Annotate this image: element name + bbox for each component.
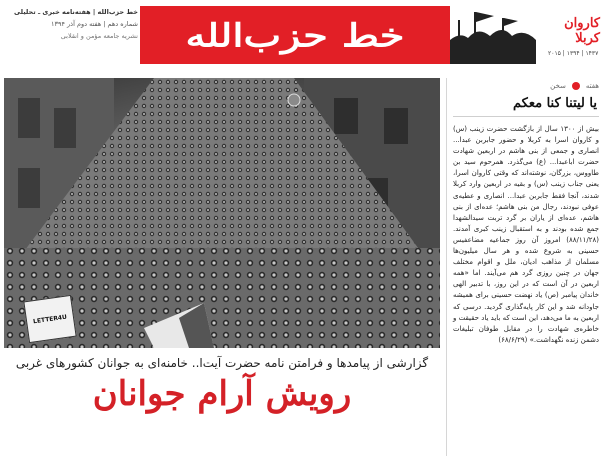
column-body bbox=[453, 124, 599, 346]
column-title: یا لیتنا کنا معکم bbox=[513, 96, 597, 111]
column-divider bbox=[453, 116, 599, 117]
tagline-line-2: شماره دهم | هفته دوم آذر ۱۳۹۴ bbox=[51, 20, 138, 28]
tagline-line-3: نشریه جامعه مؤمن و انقلابی bbox=[60, 32, 138, 40]
main-headline: رویش آرام جوانان bbox=[92, 374, 352, 414]
kicker-left: سخن bbox=[550, 82, 566, 90]
masthead-karbala-art bbox=[450, 6, 600, 64]
badge-text: LETTER4U bbox=[32, 313, 68, 325]
karbala-title: کاروان کربلا bbox=[564, 16, 600, 46]
photo-caption bbox=[4, 352, 440, 414]
letter4u-badge bbox=[23, 295, 76, 343]
masthead-date: ۲۰۱۵ | ۱۳۹۴ | ۱۴۳۷ bbox=[548, 50, 599, 57]
masthead-logo bbox=[140, 6, 450, 64]
logo-text: خط حزب‌الله bbox=[185, 16, 405, 54]
tagline-line-1: خط حزب‌الله | هفته‌نامه خبری ـ تحلیلی bbox=[14, 8, 138, 16]
masthead bbox=[0, 0, 608, 74]
kicker-right: هفته bbox=[585, 82, 599, 90]
column-body-text: بیش از ۱۳۰۰ سال از بازگشت حضرت زینب (س) و کاروان اسرا به کربلا و حضور جابربن عبدا... انصاری و جمعی از بنی هاشم در اربعین شهادت حضرت اباعبدا... (ع) می‌گذرد. همرحوم سید بن طاووس، بزرگان، نوشته‌اند که وقتی کاروان اسرا، یعنی جناب زینب (س) و بقیه در اربعین وارد کربلا شدند، آنجا فقط جابربن عبدا... انصاری و عطیه‌ی عوفی نبودند، رجال من بنی هاشم؛ عده‌ای از بنی هاشم، عده‌ای از یاران بر گرد تربت سیدالشهدا جمع شده بودند و به استقبال زینب کبری آمدند. (۸۸/۱۱/۲۸) امروز آن روز جماعیه مضاعفیس حسینی به شروع شده و هر سال میلیون‌ها مسلمان از مذاهب ادیان، ملل و اقوام مختلف جهان در چنین روزی گرد هم می‌آیند. اما «همه اربعین در آن است که در این روز، با تدبیر الهی خاندان پیامبر (ص) یاد نهضت حسینی برای همیشه جاودانه شد و این کار پایه‌گذاری گردید. درسی که اربعین به ما می‌دهد، این است که باید یاد حقیقت و خاطره‌ی شهادت را در مقابل طوفان تبلیغات دشمن زنده نگهداشت.» (۶۸/۶/۲۹) bbox=[453, 125, 600, 344]
masthead-tagline bbox=[4, 6, 138, 64]
red-dot-icon bbox=[572, 82, 580, 90]
main-photo bbox=[4, 78, 440, 348]
column-kicker bbox=[550, 82, 599, 90]
subheadline: گزارشی از پیامدها و فرامتن نامه حضرت آیت‌ا.. خامنه‌ای به جوانان کشورهای غربی bbox=[15, 356, 429, 370]
editorial-column bbox=[446, 78, 605, 456]
